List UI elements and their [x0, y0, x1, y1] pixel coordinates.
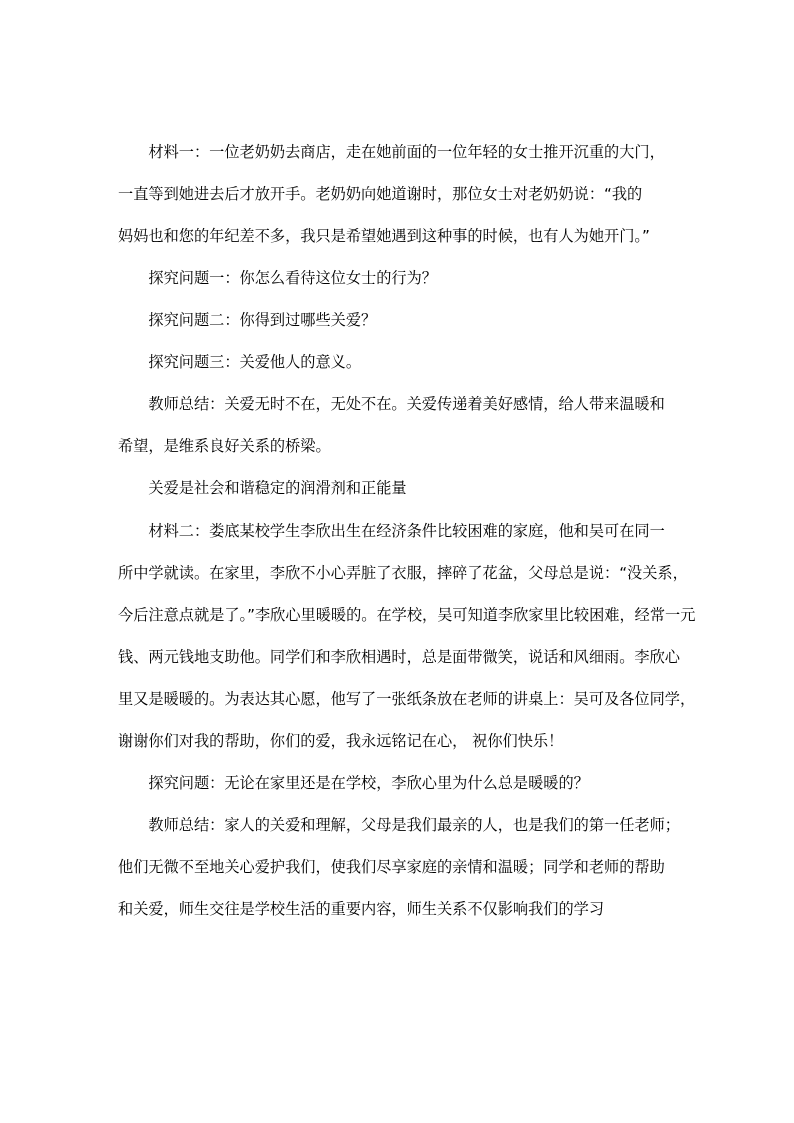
text-line: 教师总结：家人的关爱和理解，父母是我们最亲的人，也是我们的第一任老师； [118, 816, 680, 834]
text-line: 所中学就读。在家里，李欣不小心弄脏了衣服，摔碎了花盆，父母总是说：“没关系， [118, 564, 688, 582]
text-line: 探究问题：无论在家里还是在学校，李欣心里为什么总是暖暖的？ [118, 774, 589, 792]
text-line: 材料二：娄底某校学生李欣出生在经济条件比较困难的家庭，他和吴可在同一 [118, 522, 665, 540]
text-line: 一直等到她进去后才放开手。老奶奶向她道谢时，那位女士对老奶奶说：“我的 [118, 185, 643, 203]
text-line: 关爱是社会和谐稳定的润滑剂和正能量 [118, 479, 407, 497]
text-line: 里又是暖暖的。为表达其心愿，他写了一张纸条放在老师的讲桌上：吴可及各位同学， [118, 690, 696, 708]
text-line: 谢谢你们对我的帮助，你们的爱，我永远铭记在心， 祝你们快乐！ [118, 732, 564, 750]
text-line: 钱、两元钱地支助他。同学们和李欣相遇时，总是面带微笑，说话和风细雨。李欣心 [118, 648, 680, 666]
text-line: 今后注意点就是了。”李欣心里暖暖的。在学校，吴可知道李欣家里比较困难，经常一元 [118, 606, 696, 624]
text-line: 探究问题一：你怎么看待这位女士的行为？ [118, 269, 437, 287]
text-line: 希望，是维系良好关系的桥梁。 [118, 437, 331, 455]
text-line: 材料一：一位老奶奶去商店，走在她前面的一位年轻的女士推开沉重的大门， [118, 143, 665, 161]
text-line: 探究问题二：你得到过哪些关爱？ [118, 311, 377, 329]
text-line: 教师总结：关爱无时不在，无处不在。关爱传递着美好感情，给人带来温暖和 [118, 395, 665, 413]
text-line: 他们无微不至地关心爱护我们，使我们尽享家庭的亲情和温暖；同学和老师的帮助 [118, 858, 665, 876]
text-line: 探究问题三：关爱他人的意义。 [118, 353, 361, 371]
text-line: 妈妈也和您的年纪差不多，我只是希望她遇到这种事的时候，也有人为她开门。” [118, 227, 650, 245]
text-line: 和关爱，师生交往是学校生活的重要内容，师生关系不仅影响我们的学习 [118, 900, 604, 918]
